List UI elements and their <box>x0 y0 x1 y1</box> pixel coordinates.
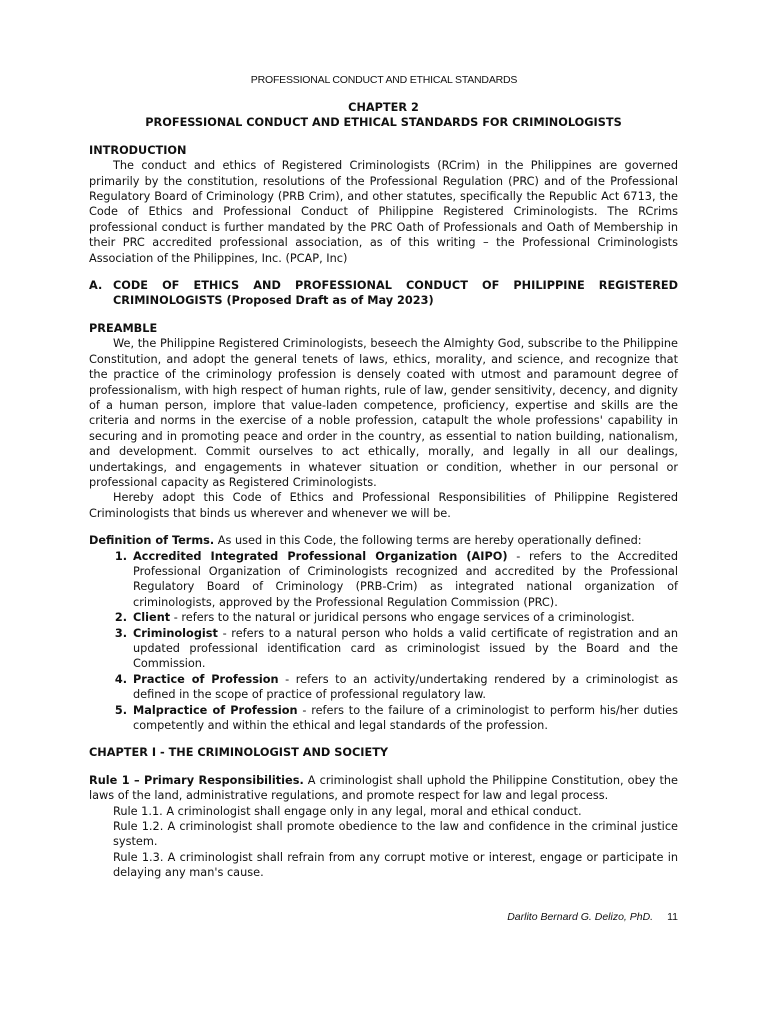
list-item <box>89 626 678 672</box>
chapter-number: CHAPTER 2 <box>348 101 419 114</box>
section-a-draft-note: (Proposed Draft as of May 2023) <box>226 294 434 308</box>
term-definition: - refers to the natural or juridical persons who engage services of a criminologist. <box>170 611 635 625</box>
list-item-number: 4. <box>114 672 127 686</box>
list-item-number: 3. <box>114 626 127 640</box>
running-header: PROFESSIONAL CONDUCT AND ETHICAL STANDARDS <box>250 74 518 86</box>
list-item <box>89 703 678 734</box>
definitions-list <box>89 549 678 734</box>
page-content <box>89 100 678 881</box>
preamble-paragraph-2: Hereby adopt this Code of Ethics and Professional Responsibilities of Philippine Registered Criminologists that binds us wherever and whenever we will be. <box>89 491 678 520</box>
footer-author: Darlito Bernard G. Delizo, PhD. <box>507 911 654 923</box>
preamble-heading: PREAMBLE <box>89 321 158 335</box>
term-definition: - refers to a natural person who holds a valid certificate of registration and an updated professional identification card as criminologist issued by the Board and the Commission. <box>133 626 678 671</box>
sub-rules <box>89 804 678 881</box>
introduction-text: The conduct and ethics of Registered Criminologists (RCrim) in the Philippines are governed primarily by the constitution, resolutions of the Professional Regulation (PRC) and of the Professional Regulatory Board of Criminology (PRB Crim), and other statutes, specifically the Republic Act 6713, the Code of Ethics and Professional Conduct of Philippine Registered Criminologists. The RCrims professional conduct is further mandated by the PRC Oath of Professionals and Oath of Membership in their PRC accredited professional association, as of this writing – the Professional Criminologists Association of the Philippines, Inc. (PCAP, Inc) <box>89 159 678 265</box>
list-item-number: 5. <box>114 703 127 717</box>
term: Accredited Integrated Professional Organization (AIPO) <box>133 549 508 563</box>
chapter-title: PROFESSIONAL CONDUCT AND ETHICAL STANDARDS FOR CRIMINOLOGISTS <box>145 116 622 130</box>
chapter-one-heading: CHAPTER I - THE CRIMINOLOGIST AND SOCIETY <box>89 746 389 760</box>
section-a-heading <box>89 278 678 309</box>
term-definition: - refers to an activity/undertaking rendered by a criminologist as defined in the scope of practice of professional regulatory law. <box>133 672 678 702</box>
term-definition: - refers to the Accredited Professional Organization of Criminologists recognized and accredited by the Professional Regulatory Board of Criminology (PRB-Crim) as integrated national organization of criminologists, approved by the Professional Regulation Commission (PRC). <box>133 549 679 609</box>
rule-1-text: A criminologist shall uphold the Philippine Constitution, obey the laws of the land, administrative regulations, and promote respect for law and legal process. <box>89 773 678 803</box>
introduction-heading: INTRODUCTION <box>89 143 187 157</box>
term: Criminologist <box>133 626 218 640</box>
section-a-title-line1: CODE OF ETHICS AND PROFESSIONAL CONDUCT OF PHILIPPINE REGISTERED <box>113 279 678 293</box>
list-item <box>89 549 678 611</box>
definitions-intro <box>89 533 678 548</box>
page-number: 11 <box>667 911 678 923</box>
page-footer <box>507 911 678 923</box>
list-item <box>89 610 678 625</box>
sub-rule-1-3: Rule 1.3. A criminologist shall refrain from any corrupt motive or interest, engage or participate in delaying any man's cause. <box>113 850 678 880</box>
term: Practice of Profession <box>133 672 279 686</box>
section-a-title-line2: CRIMINOLOGISTS <box>113 294 223 308</box>
list-item <box>89 672 678 703</box>
rule-1 <box>89 773 678 804</box>
definitions-heading: Definition of Terms. <box>89 534 215 548</box>
preamble-paragraph-1: We, the Philippine Registered Criminologists, beseech the Almighty God, subscribe to the Philippine Constitution, and adopt the general tenets of laws, ethics, morality, and science, and recognize that the practice of the criminology profession is densely coated with utmost and paramount degree of professionalism, with high respect of human rights, rule of law, gender sensitivity, decency, and dignity of a human person, implore that value-laden competence, proficiency, expertise and skills are the criteria and norms in the exercise of a noble profession, catapult the whole professions' capability in securing and in promoting peace and order in the country, as essential to nation building, nationalism, and development. Commit ourselves to act ethically, morally, and legally in all our dealings, undertakings, and engagements in whatever situation or condition, whether in our personal or professional capacity as Registered Criminologists. <box>89 337 678 489</box>
list-item-number: 2. <box>114 611 127 625</box>
sub-rule-1-1: Rule 1.1. A criminologist shall engage only in any legal, moral and ethical conduct. <box>113 804 582 818</box>
list-item-number: 1. <box>114 549 127 563</box>
section-a-letter: A. <box>89 279 103 293</box>
rule-1-title: Rule 1 – Primary Responsibilities. <box>89 773 304 787</box>
term: Malpractice of Profession <box>133 703 298 717</box>
term-definition: - refers to the failure of a criminologist to perform his/her duties competently and within the ethical and legal standards of the profession. <box>133 703 678 733</box>
term: Client <box>133 611 171 625</box>
definitions-intro-text: As used in this Code, the following terms are hereby operationally defined: <box>217 534 642 548</box>
sub-rule-1-2: Rule 1.2. A criminologist shall promote obedience to the law and confidence in the criminal justice system. <box>113 820 678 849</box>
